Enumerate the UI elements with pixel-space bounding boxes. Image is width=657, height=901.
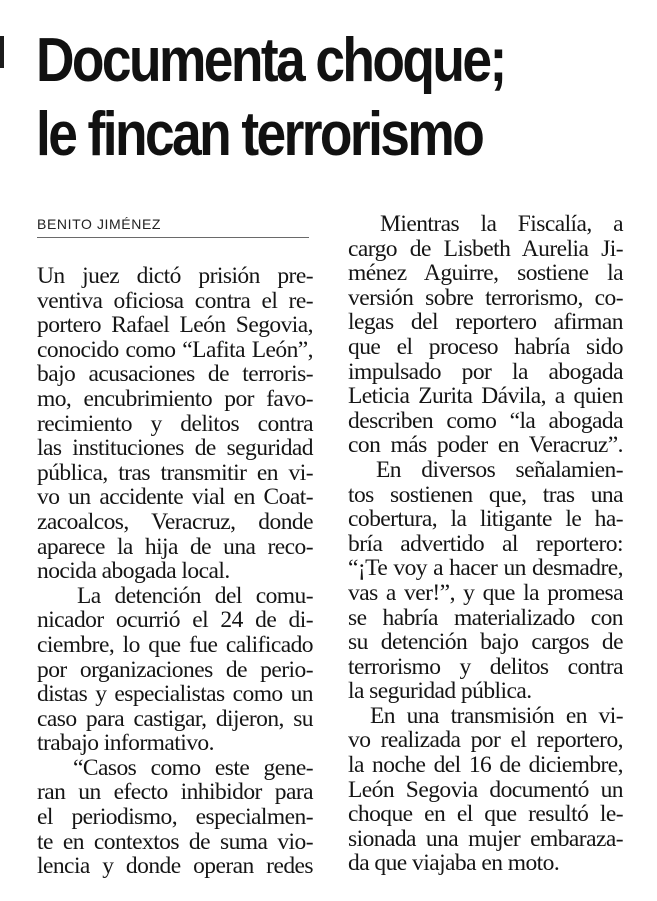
text-line: su detención bajo cargos de [348, 629, 623, 656]
left-column [37, 214, 313, 879]
text-line: “¡Te voy a hacer un desmadre, [348, 555, 623, 582]
text-line: caso para castigar, dijeron, su [37, 705, 313, 732]
text-line: portero Rafael León Segovia, [37, 312, 313, 339]
text-line: impulsado por la abogada [348, 358, 623, 385]
text-line: la seguridad pública. [348, 678, 532, 705]
text-line: que el proceso habría sido [348, 333, 623, 360]
text-line: ménez Aguirre, sostiene la [348, 260, 623, 287]
text-line: por organizaciones de perio- [37, 656, 313, 683]
paragraph [348, 458, 623, 704]
text-line: zacoalcos, Veracruz, donde [37, 508, 313, 535]
paragraph [37, 584, 313, 756]
text-line: cargo de Lisbeth Aurelia Ji- [348, 235, 623, 262]
text-line: tos sostienen que, tras una [348, 481, 623, 508]
byline: BENITO JIMÉNEZ [37, 214, 309, 238]
text-line: aparece la hija de una reco- [37, 533, 313, 560]
text-line: pública, tras transmitir en vi- [37, 459, 313, 486]
text-line: Un juez dictó prisión pre- [37, 263, 313, 289]
text-line: trabajo informativo. [37, 730, 214, 757]
text-line: conocido como “Lafita León”, [37, 336, 313, 363]
text-line: ventiva oficiosa contra el re- [37, 287, 313, 314]
text-line: sionada una mujer embaraza- [348, 825, 623, 852]
text-line: se habría materializado con [348, 604, 623, 631]
text-line: nocida abogada local. [37, 558, 230, 585]
text-line: te en contextos de suma vio- [37, 828, 313, 855]
text-line: En una transmisión en vi- [370, 702, 623, 729]
text-line: terrorismo y delitos contra [348, 653, 623, 680]
text-line: mo, encubrimiento por favo- [37, 385, 313, 412]
text-line: bajo acusaciones de terroris- [37, 361, 313, 388]
text-line: cobertura, la litigante le ha- [348, 506, 623, 533]
text-line: vo un accidente vial en Coat- [37, 484, 313, 511]
text-line: La detención del comu- [77, 582, 313, 609]
text-line: bría advertido al reportero: [348, 530, 623, 557]
paragraph [348, 212, 623, 458]
paragraph [37, 756, 313, 879]
text-line: lencia y donde operan redes [37, 853, 313, 880]
text-line: versión sobre terrorismo, co- [348, 284, 623, 311]
text-line: choque en el que resultó le- [348, 801, 623, 828]
text-line: describen como “la abogada [348, 407, 623, 434]
text-line: Mientras la Fiscalía, a [380, 211, 623, 237]
text-line: vas a ver!”, y que la promesa [348, 579, 623, 606]
text-line: León Segovia documentó un [348, 776, 623, 803]
headline-line: Documenta choque; [36, 26, 505, 95]
text-line: Leticia Zurita Dávila, a quien [348, 383, 623, 410]
text-line: la noche del 16 de diciembre, [348, 752, 623, 779]
text-line: legas del reportero afirman [348, 309, 623, 336]
text-line: nicador ocurrió el 24 de di- [37, 607, 313, 634]
text-line: el periodismo, especialmen- [37, 804, 313, 831]
text-line: distas y especialistas como un [37, 681, 313, 708]
text-line: da que viajaba en moto. [348, 850, 560, 877]
text-line: ciembre, lo que fue calificado [37, 631, 313, 658]
right-column [348, 212, 623, 876]
text-line: En diversos señalamien- [376, 456, 623, 483]
page-edge-mark [0, 36, 4, 68]
paragraph [37, 264, 313, 584]
paragraph [348, 704, 623, 876]
text-line: vo realizada por el reportero, [348, 727, 623, 754]
text-line: las instituciones de seguridad [37, 435, 313, 462]
headline-line: le fincan terrorismo [36, 100, 483, 169]
text-line: recimiento y delitos contra [37, 410, 313, 437]
text-line: “Casos como este gene- [73, 754, 313, 781]
headline [36, 24, 505, 172]
text-line: ran un efecto inhibidor para [37, 779, 313, 806]
text-line: con más poder en Veracruz”. [348, 432, 623, 459]
